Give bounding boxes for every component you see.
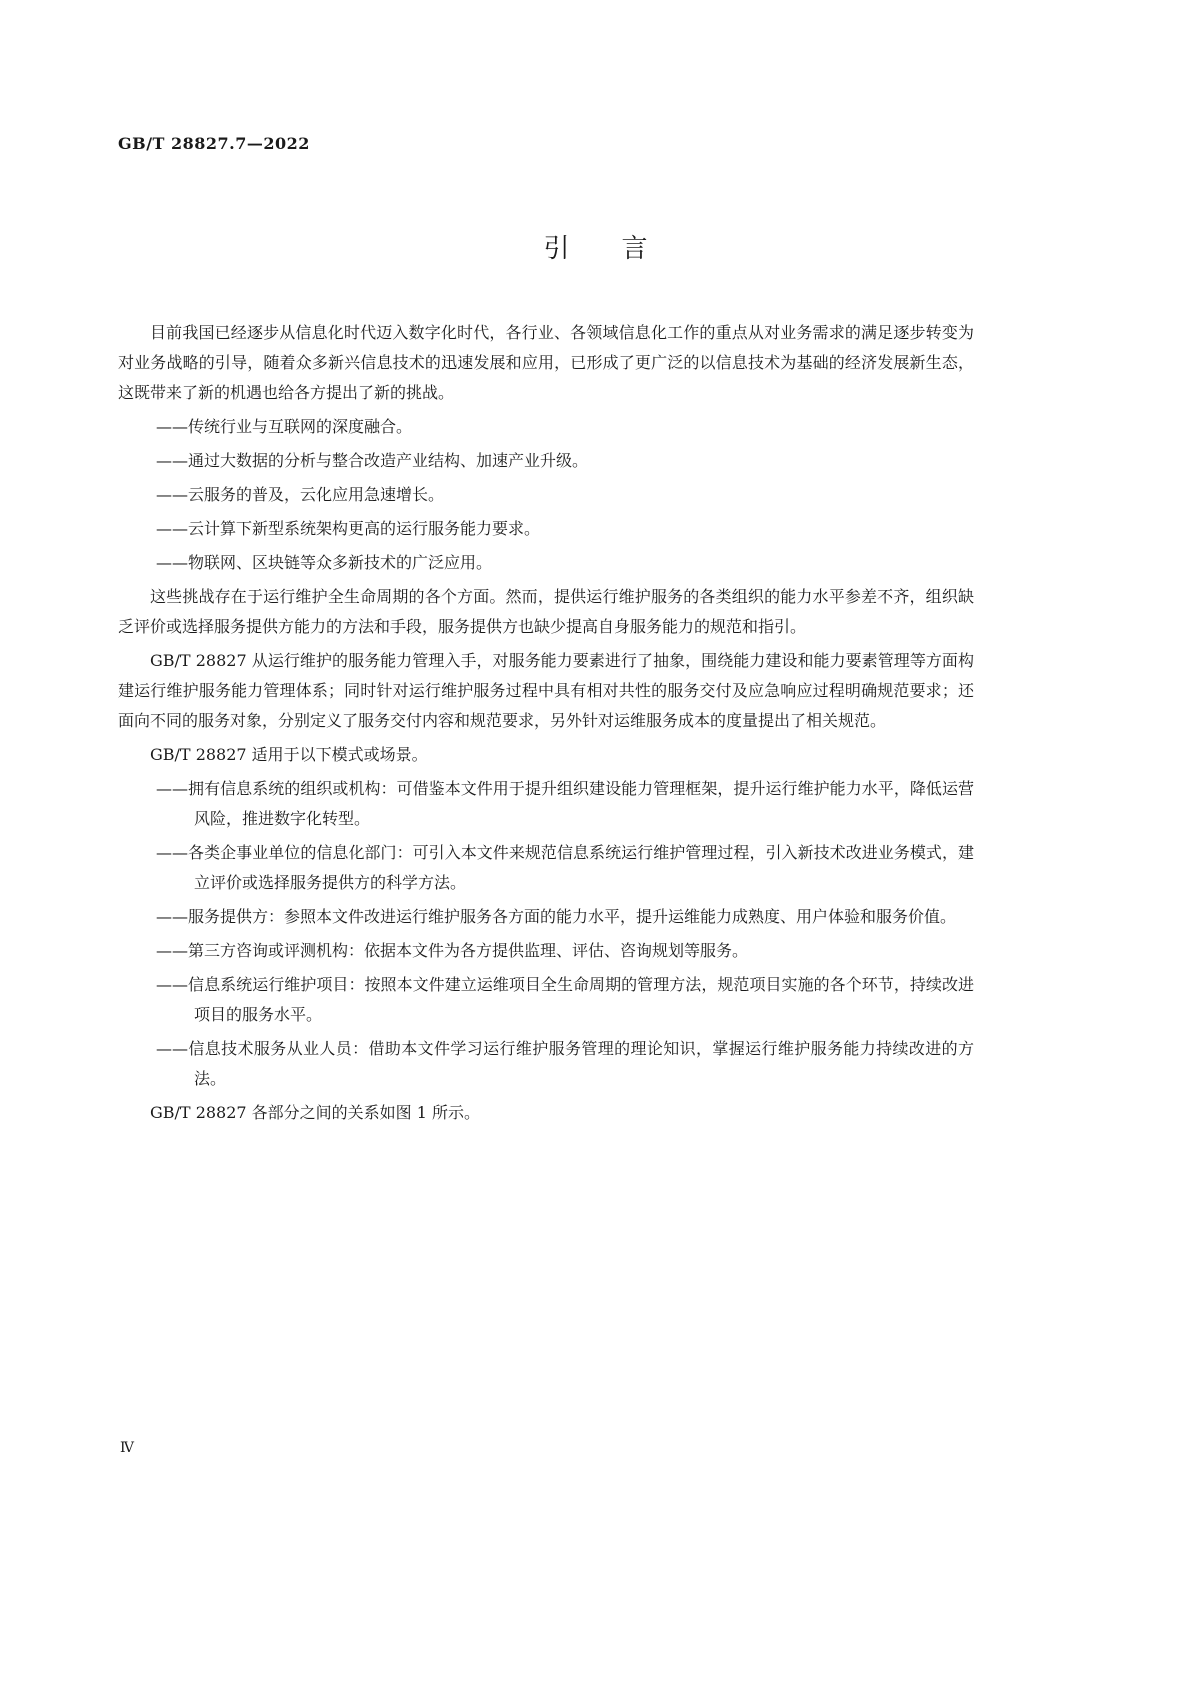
scenario-item: ——信息技术服务从业人员：借助本文件学习运行维护服务管理的理论知识，掌握运行维护服务能力持续改进的方法。 [156,1039,974,1088]
standard-code: GB/T 28827.7—2022 [118,134,310,153]
challenge-item: ——通过大数据的分析与整合改造产业结构、加速产业升级。 [156,451,589,470]
scenario-item: ——第三方咨询或评测机构：依据本文件为各方提供监理、评估、咨询规划等服务。 [156,941,749,960]
challenge-item: ——云服务的普及，云化应用急速增长。 [156,485,445,504]
challenge-item: ——物联网、区块链等众多新技术的广泛应用。 [156,553,493,572]
page-title: 引言 [543,234,700,264]
challenge-item: ——云计算下新型系统架构更高的运行服务能力要求。 [156,519,541,538]
document-body [118,318,974,1132]
relationship-paragraph: GB/T 28827 各部分之间的关系如图 1 所示。 [150,1103,481,1122]
scenario-item: ——服务提供方：参照本文件改进运行维护服务各方面的能力水平，提升运维能力成熟度、用户体验和服务价值。 [156,907,957,926]
scenario-item: ——信息系统运行维护项目：按照本文件建立运维项目全生命周期的管理方法，规范项目实施的各个环节，持续改进项目的服务水平。 [156,975,974,1024]
challenges-paragraph: 这些挑战存在于运行维护全生命周期的各个方面。然而，提供运行维护服务的各类组织的能力水平参差不齐，组织缺乏评价或选择服务提供方能力的方法和手段，服务提供方也缺少提高自身服务能力的规范和指引。 [118,587,974,636]
scope-paragraph: GB/T 28827 从运行维护的服务能力管理入手，对服务能力要素进行了抽象，围绕能力建设和能力要素管理等方面构建运行维护服务能力管理体系；同时针对运行维护服务过程中具有相对共性的服务交付及应急响应过程明确规范要求；还面向不同的服务对象，分别定义了服务交付内容和规范要求，另外针对运维服务成本的度量提出了相关规范。 [118,651,974,730]
page-number: Ⅳ [120,1440,134,1456]
applicability-paragraph: GB/T 28827 适用于以下模式或场景。 [150,745,428,764]
scenario-item: ——各类企事业单位的信息化部门：可引入本文件来规范信息系统运行维护管理过程，引入新技术改进业务模式，建立评价或选择服务提供方的科学方法。 [156,843,974,892]
scenario-item: ——拥有信息系统的组织或机构：可借鉴本文件用于提升组织建设能力管理框架，提升运行维护能力水平，降低运营风险，推进数字化转型。 [156,779,974,828]
intro-paragraph: 目前我国已经逐步从信息化时代迈入数字化时代，各行业、各领域信息化工作的重点从对业务需求的满足逐步转变为对业务战略的引导，随着众多新兴信息技术的迅速发展和应用，已形成了更广泛的以信息技术为基础的经济发展新生态，这既带来了新的机遇也给各方提出了新的挑战。 [118,323,974,402]
challenge-item: ——传统行业与互联网的深度融合。 [156,417,413,436]
